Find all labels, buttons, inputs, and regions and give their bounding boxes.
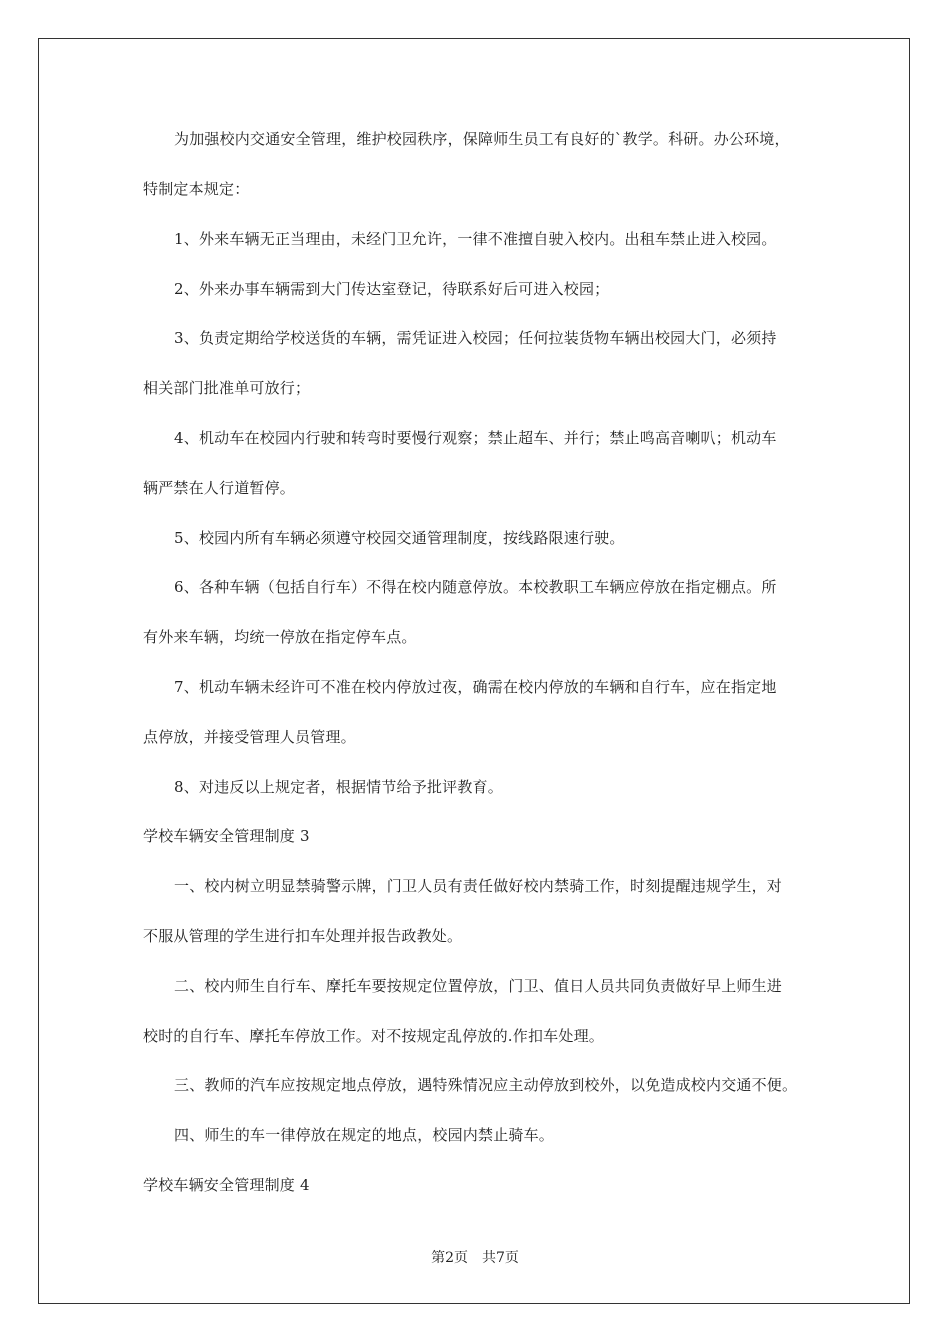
rule-2-line-1: 2、外来办事车辆需到大门传达室登记，待联系好后可进入校园； bbox=[174, 280, 610, 298]
rule-4-line-1: 4、机动车在校园内行驶和转弯时要慢行观察；禁止超车、并行；禁止鸣高音喇叭；机动车 bbox=[174, 429, 777, 447]
section-heading-3: 学校车辆安全管理制度 3 bbox=[143, 827, 310, 845]
section3-item-1-line-1: 一、校内树立明显禁骑警示牌，门卫人员有责任做好校内禁骑工作，时刻提醒违规学生，对 bbox=[174, 877, 783, 895]
paragraph-intro-line-2: 特制定本规定： bbox=[143, 180, 250, 198]
section3-item-2-line-1: 二、校内师生自行车、摩托车要按规定位置停放，门卫、值日人员共同负责做好早上师生进 bbox=[174, 977, 783, 995]
section3-item-2-line-2: 校时的自行车、摩托车停放工作。对不按规定乱停放的.作扣车处理。 bbox=[143, 1027, 604, 1045]
rule-3-line-1: 3、负责定期给学校送货的车辆，需凭证进入校园；任何拉装货物车辆出校园大门，必须持 bbox=[174, 329, 777, 347]
rule-3-line-2: 相关部门批准单可放行； bbox=[143, 379, 311, 397]
rule-6-line-2: 有外来车辆，均统一停放在指定停车点。 bbox=[143, 628, 417, 646]
page-frame bbox=[38, 38, 910, 1304]
rule-4-line-2: 辆严禁在人行道暂停。 bbox=[143, 479, 296, 497]
paragraph-intro-line-1: 为加强校内交通安全管理，维护校园秩序，保障师生员工有良好的`教学。科研。办公环境， bbox=[174, 130, 790, 148]
rule-7-line-2: 点停放，并接受管理人员管理。 bbox=[143, 728, 356, 746]
rule-1-line-1: 1、外来车辆无正当理由，未经门卫允许，一律不准擅自驶入校内。出租车禁止进入校园。 bbox=[174, 230, 777, 248]
section-heading-4: 学校车辆安全管理制度 4 bbox=[143, 1176, 310, 1194]
section3-item-3-line-1: 三、教师的汽车应按规定地点停放，遇特殊情况应主动停放到校外，以免造成校内交通不便。 bbox=[174, 1076, 798, 1094]
rule-8-line-1: 8、对违反以上规定者，根据情节给予批评教育。 bbox=[174, 778, 503, 796]
rule-6-line-1: 6、各种车辆（包括自行车）不得在校内随意停放。本校教职工车辆应停放在指定棚点。所 bbox=[174, 578, 777, 596]
section3-item-4-line-1: 四、师生的车一律停放在规定的地点，校园内禁止骑车。 bbox=[174, 1126, 555, 1144]
page-number-footer: 第2页 共7页 bbox=[431, 1250, 519, 1266]
section3-item-1-line-2: 不服从管理的学生进行扣车处理并报告政教处。 bbox=[143, 927, 463, 945]
rule-5-line-1: 5、校园内所有车辆必须遵守校园交通管理制度，按线路限速行驶。 bbox=[174, 529, 625, 547]
rule-7-line-1: 7、机动车辆未经许可不准在校内停放过夜，确需在校内停放的车辆和自行车，应在指定地 bbox=[174, 678, 777, 696]
